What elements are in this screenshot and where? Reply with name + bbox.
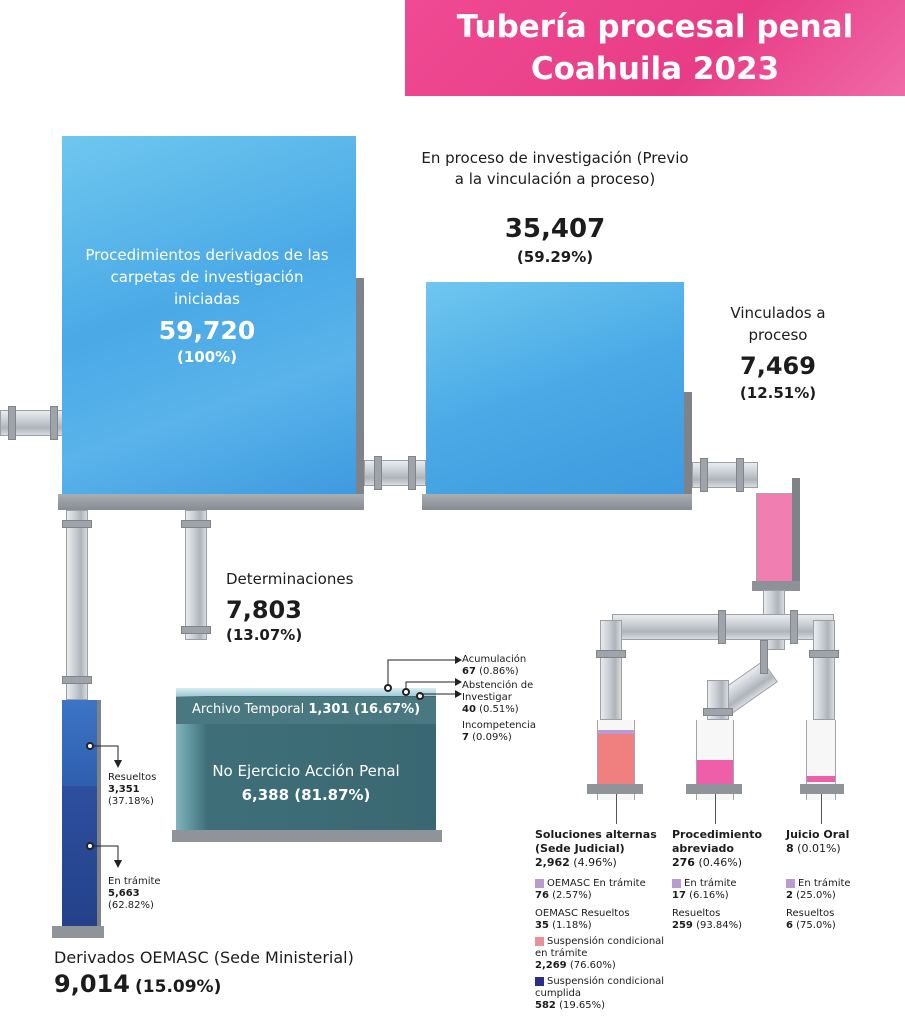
linked-value: 7,469 [740, 352, 816, 380]
alternas-value: 2,962 [535, 856, 570, 869]
archive-band [176, 697, 436, 724]
arrow-head [455, 690, 462, 698]
determinations-label: Determinaciones [226, 570, 354, 588]
archive-band-text [176, 702, 436, 717]
oemasc-pipe [66, 510, 88, 700]
juicio-item-label: En trámite [798, 878, 851, 889]
oemasc-pending-pct: (62.82%) [108, 900, 154, 911]
pipe-flange [181, 520, 211, 528]
oemasc-pending-value: 5,663 [108, 888, 140, 899]
pipe-flange [62, 676, 92, 684]
pipe-flange [718, 610, 726, 644]
determinations-value: 7,803 [226, 596, 302, 624]
alternas-item-label: Suspensión condicional en trámite [535, 936, 665, 959]
juicio-block [786, 828, 886, 932]
oemasc-resolved-pct: (37.18%) [108, 796, 154, 807]
archive-tank-label: No Ejercicio Acción Penal [212, 762, 400, 780]
leader-line [616, 794, 617, 824]
archive-band-value: 1,301 (16.67%) [308, 702, 421, 717]
abreviado-item-pct: (6.16%) [689, 890, 729, 901]
abreviado-item-pct: (93.84%) [696, 920, 742, 931]
archive-side-label: Abstención de Investigar [462, 680, 534, 703]
archive-side-item [462, 680, 552, 716]
archive-tank-value: 6,388 (81.87%) [241, 786, 371, 804]
arrow-head [114, 760, 122, 768]
investigation-tank [426, 282, 684, 496]
leader-line [94, 746, 118, 762]
oemasc-resolved-value: 3,351 [108, 784, 140, 795]
abreviado-item-label: En trámite [684, 878, 737, 889]
archive-side-value: 40 [462, 704, 476, 715]
archive-leader-lines [385, 650, 465, 700]
archive-side-pct: (0.09%) [472, 732, 512, 743]
linked-label: Vinculados a proceso [730, 304, 826, 344]
oemasc-value: 9,014 [54, 970, 130, 998]
main-tank-pct: (100%) [176, 348, 238, 366]
pipe-flange [700, 458, 708, 492]
title-line-1: Tubería procesal penal [456, 9, 854, 45]
abreviado-item-value: 259 [672, 920, 693, 931]
abreviado-pct: (0.46%) [698, 856, 742, 869]
legend-swatch [535, 977, 544, 986]
alternas-item-label: OEMASC En trámite [547, 878, 646, 889]
alternas-block [535, 828, 675, 1012]
pipe-flange [8, 406, 16, 440]
abreviado-item-value: 17 [672, 890, 686, 901]
investigation-value: 35,407 [504, 214, 606, 244]
archive-side-pct: (0.51%) [479, 704, 519, 715]
legend-swatch [535, 937, 544, 946]
alternas-item-value: 76 [535, 890, 549, 901]
leader-line [821, 794, 822, 824]
main-tank-value: 59,720 [158, 316, 256, 345]
alternas-fill-oemasc [598, 730, 634, 734]
archive-side-label: Incompetencia [462, 720, 536, 731]
legend-swatch [535, 879, 544, 888]
archive-side-item [462, 654, 526, 678]
archive-side-label: Acumulación [462, 654, 527, 665]
juicio-title: Juicio Oral [786, 828, 850, 841]
archive-side-item [462, 720, 536, 744]
alternas-item-value: 35 [535, 920, 549, 931]
abreviado-title: Procedimiento abreviado [672, 828, 763, 855]
archive-side-value: 67 [462, 666, 476, 677]
juicio-item-label: Resueltos [786, 908, 835, 919]
investigation-label: En proceso de investigación (Previo a la vinculación a proceso) [421, 149, 689, 188]
arrow-head [455, 678, 462, 686]
tank-base [422, 494, 692, 510]
pipe-flange [408, 456, 416, 490]
alternas-item-pct: (1.18%) [552, 920, 592, 931]
branch-pipe-juicio [813, 620, 835, 720]
investigation-pct: (59.29%) [516, 248, 594, 266]
alternas-title: Soluciones alternas (Sede Judicial) [535, 828, 657, 855]
pipe-flange [790, 610, 798, 644]
tank-base [172, 830, 442, 842]
pipe-flange [809, 650, 839, 658]
tank-shadow [792, 478, 800, 586]
pipe-flange [374, 456, 382, 490]
abreviado-block [672, 828, 777, 932]
oemasc-resolved-block [108, 772, 156, 808]
linked-tank [756, 493, 794, 585]
juicio-item-pct: (75.0%) [796, 920, 836, 931]
juicio-value: 8 [786, 842, 794, 855]
leader-line [94, 846, 118, 862]
abreviado-value: 276 [672, 856, 695, 869]
archive-band-label: Archivo Temporal [191, 702, 305, 717]
juicio-item-pct: (25.0%) [796, 890, 836, 901]
alternas-item-value: 582 [535, 1000, 556, 1011]
determinations-pct: (13.07%) [226, 626, 303, 644]
alternas-item-label: Suspensión condicional cumplida [535, 976, 665, 999]
linked-pct: (12.51%) [739, 384, 817, 402]
branch-pipe-alternas [600, 620, 622, 720]
legend-swatch [672, 879, 681, 888]
oemasc-total [54, 970, 221, 998]
tank-base [587, 784, 643, 794]
juicio-pct: (0.01%) [797, 842, 841, 855]
pipe-flange [703, 708, 733, 716]
main-tank-label: Procedimientos derivados de las carpetas de investigación iniciadas [85, 246, 329, 308]
pipe-flange [181, 626, 211, 634]
oemasc-pct: (15.09%) [135, 977, 222, 997]
arrow-head [114, 860, 122, 868]
tank-shadow [356, 278, 364, 496]
legend-swatch [786, 879, 795, 888]
juicio-item-value: 2 [786, 890, 793, 901]
pipe-flange [62, 520, 92, 528]
tank-base [58, 494, 364, 510]
leader-line [715, 794, 716, 824]
juicio-item-value: 6 [786, 920, 793, 931]
alternas-item-label: OEMASC Resueltos [535, 908, 630, 919]
pipe-flange [50, 406, 58, 440]
alternas-item-pct: (76.60%) [569, 960, 616, 971]
oemasc-resolved-label: Resueltos [108, 772, 157, 783]
abreviado-item-label: Resueltos [672, 908, 721, 919]
alternas-item-pct: (2.57%) [552, 890, 592, 901]
oemasc-label: Derivados OEMASC (Sede Ministerial) [54, 948, 354, 967]
juicio-fill [807, 776, 835, 782]
determinations-pipe [185, 510, 207, 640]
tank-base [686, 784, 742, 794]
alternas-pct: (4.96%) [573, 856, 617, 869]
alternas-item-value: 2,269 [535, 960, 567, 971]
tank-base [800, 784, 844, 794]
oemasc-pending-block [108, 876, 161, 912]
tank-base [52, 926, 104, 938]
title-line-2: Coahuila 2023 [530, 51, 780, 87]
oemasc-pending-label: En trámite [108, 876, 161, 887]
tank-shadow [684, 392, 692, 496]
oemasc-leader-lines [92, 744, 132, 874]
main-tank [62, 136, 356, 496]
arrow-head [455, 656, 462, 664]
alternas-item-pct: (19.65%) [559, 1000, 605, 1011]
archive-side-pct: (0.86%) [479, 666, 519, 677]
archive-side-value: 7 [462, 732, 469, 743]
pipe-flange [596, 650, 626, 658]
title-banner [405, 0, 905, 96]
pipe-flange [736, 458, 744, 492]
leader-line [406, 682, 455, 689]
pipe-flange [760, 640, 768, 674]
